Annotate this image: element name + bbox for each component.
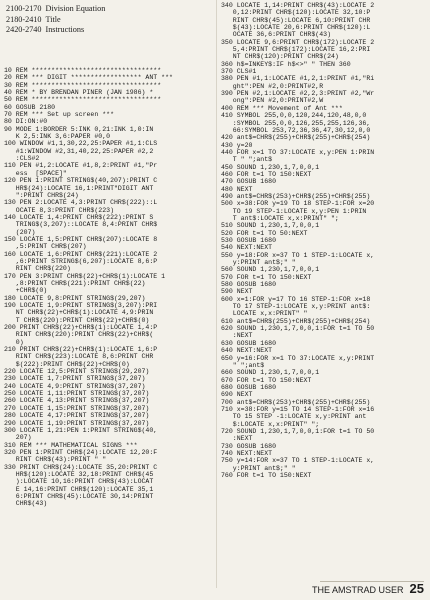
code-line: LOCATE x,x:PRINT" " — [221, 310, 308, 318]
code-line: 390 PEN #2,1:LOCATE #2,2,3:PRINT #2,"Wr — [221, 90, 375, 98]
code-line: 410 SYMBOL 255,0,0,120,244,120,48,0,0 — [221, 112, 367, 120]
code-line: 30 REM ********************************* — [4, 81, 162, 89]
code-line: 240 LOCATE 4,9:PRINT STRING$(37,207) — [4, 382, 146, 390]
code-line: ,8:PRINT CHR$(221):PRINT CHR$(22) — [4, 279, 146, 287]
code-line: 270 LOCATE 1,15:PRINT STRING$(37,207) — [4, 404, 150, 412]
code-line: 750 y=14:FOR x=37 TO 1 STEP-1:LOCATE x, — [221, 457, 375, 465]
code-line: E 14,16:PRINT CHR$(120):LOCATE 35,1 — [4, 485, 154, 493]
code-line: 480 NEXT — [221, 185, 253, 193]
code-line: 400 REM *** Movement of Ant *** — [221, 104, 343, 112]
code-line: 690 NEXT — [221, 391, 253, 399]
code-line: 540 NEXT:NEXT — [221, 244, 273, 252]
code-line: RINT CHR$(45):LOCATE 6,10:PRINT CHR — [221, 16, 371, 24]
code-line: CHR$(43) — [4, 500, 48, 508]
code-line: 207) — [4, 434, 32, 442]
index-row — [6, 15, 109, 26]
code-line: T ant$:LOCATE x,x:PRINT" "; — [221, 214, 339, 222]
code-line: :CLS#2 — [4, 155, 40, 163]
code-line: 580 GOSUB 1680 — [221, 281, 277, 289]
code-line: 40 REM * BY BRENDAN PINER (JAN 1986) * — [4, 89, 154, 97]
code-line: 710 x=38:FOR y=15 TO 14 STEP-1:FOR x=16 — [221, 405, 375, 413]
code-line: 340 LOCATE 1,14:PRINT CHR$(43):LOCATE 2 — [221, 2, 375, 9]
code-line: y:PRINT ant$;" " — [221, 259, 296, 267]
code-line: 200 PRINT CHR$(22)+CHR$(1):LOCATE 1,4:P — [4, 324, 158, 332]
code-line: 100 WINDOW #1,1,30,22,25:PAPER #1,1:CLS — [4, 140, 158, 148]
code-line: 460 FOR t=1 TO 150:NEXT — [221, 170, 312, 178]
code-line: 360 h$=INKEY$:IF h$<>" " THEN 360 — [221, 60, 351, 68]
code-line: 380 PEN #1,1:LOCATE #1,2,1:PRINT #1,"Ri — [221, 75, 375, 83]
code-line: 10 REM ********************************* — [4, 67, 162, 74]
code-line: $(43):LOCATE 20,6:PRINT CHR$(120):L — [221, 24, 371, 32]
code-line: TO 19 STEP-1:LOCATE x,y:PEN 1:PRIN — [221, 207, 367, 215]
code-line: #1:WINDOW #2,31,40,22,25:PAPER #2,2 — [4, 147, 154, 155]
code-line: 640 NEXT:NEXT — [221, 347, 273, 355]
code-line: ):LOCATE 10,16:PRINT CHR$(43):LOCAT — [4, 478, 154, 486]
code-line: 560 SOUND 1,230,1,7,0,0,1 — [221, 266, 320, 274]
code-line: 670 FOR t=1 TO 150:NEXT — [221, 376, 312, 384]
code-line: (207) — [4, 228, 36, 236]
code-line: 130 PEN 2:LOCATE 4,3:PRINT CHR$(222)::L — [4, 199, 158, 207]
code-line: " ";ant$ — [221, 361, 265, 369]
code-line: 320 PEN 1:PRINT CHR$(24):LOCATE 12,20:F — [4, 448, 158, 456]
code-line: :SYMBOL 255,0,0,126,255,255,126,36, — [221, 119, 371, 127]
index-title: Instructions — [45, 25, 85, 34]
code-line: 510 SOUND 1,230,1,7,0,0,1 — [221, 222, 320, 230]
code-line: 720 SOUND 1,230,1,7,0,0,1:FOR t=1 TO 50 — [221, 427, 375, 435]
code-line: 140 LOCATE 1,4:PRINT CHR$(222):PRINT S — [4, 213, 154, 221]
code-line: 210 PRINT CHR$(22)+CHR$(1):LOCATE 1,6:P — [4, 346, 158, 354]
index-range: 2100-2170 — [6, 4, 42, 13]
page-footer — [312, 581, 424, 596]
code-line: 170 PEN 3:PRINT CHR$(22)+CHR$(1):LOCATE 1 — [4, 272, 166, 280]
code-line: T CHR$(220):PRINT CHR$(22)+CHR$(0) — [4, 316, 150, 324]
column-divider — [216, 0, 217, 588]
code-line: ":PRINT CHR$(24) — [4, 191, 79, 199]
code-line: ess [SPACE]" — [4, 169, 67, 177]
code-line: T " ";ant$ — [221, 156, 273, 164]
code-line: 120 PEN 1:PRINT STRING$(40,207):PRINT C — [4, 177, 158, 185]
code-line: 500 x=38:FOR y=19 TO 18 STEP-1:FOR x=20 — [221, 200, 375, 208]
code-line: 250 LOCATE 1,11:PRINT STRING$(37,207) — [4, 390, 150, 398]
code-line: 350 LOCATE 9,6:PRINT CHR$(172):LOCATE 2 — [221, 38, 375, 46]
code-line: 420 ant$=CHR$(255)+CHR$(255)+CHR$(254) — [221, 134, 371, 142]
code-line: 650 y=16:FOR x=1 TO 37:LOCATE x,y:PRINT — [221, 354, 375, 362]
section-index-table — [6, 4, 109, 36]
code-line: RINT CHR$(220) — [4, 265, 71, 273]
code-line: 730 GOSUB 1680 — [221, 442, 277, 450]
code-line: TRING$(3,207)::LOCATE 8,4:PRINT CHR$ — [4, 221, 158, 229]
code-line: RINT CHR$(220):PRINT CHR$(22)+CHR$( — [4, 331, 154, 339]
code-line: 260 LOCATE 4,13:PRINT STRING$(37,207) — [4, 397, 150, 405]
page-number: 25 — [409, 581, 424, 596]
code-line: 470 GOSUB 1680 — [221, 178, 277, 186]
code-line: 300 LOCATE 1,21:PEN 1:PRINT STRING$(40, — [4, 426, 158, 434]
publication-name: THE AMSTRAD USER — [312, 585, 404, 595]
code-line: 760 FOR t=1 TO 150:NEXT — [221, 472, 312, 479]
code-line: 660 SOUND 1,230,1,7,0,0,1 — [221, 369, 320, 377]
code-line: 290 LOCATE 1,19:PRINT STRING$(37,207) — [4, 419, 150, 427]
code-line: 490 ant$=CHR$(253)+CHR$(255)+CHR$(255) — [221, 192, 371, 200]
code-line: ,5:PRINT CHR$(207) — [4, 243, 87, 251]
code-line: 520 FOR t=1 TO 50:NEXT — [221, 229, 308, 237]
code-line: K 2,5:INK 3,6:PAPER #0,0 — [4, 133, 111, 141]
code-line: HR$(24):LOCATE 16,1:PRINT"DIGIT ANT — [4, 184, 154, 192]
code-listing-left — [4, 67, 212, 587]
code-line: 50 REM ********************************* — [4, 96, 162, 104]
code-line: 110 PEN #1,2:LOCATE #1,8,2:PRINT #1,"Pr — [4, 162, 158, 170]
code-line: 190 LOCATE 1,9:PRINT STRING$(3,207):PRI — [4, 302, 158, 309]
code-line: 280 LOCATE 4,17:PRINT STRING$(37,207) — [4, 412, 150, 420]
index-range: 2420-2740 — [6, 25, 42, 34]
code-line: 620 SOUND 1,230,1,7,0,0,1:FOR t=1 TO 50 — [221, 325, 375, 333]
code-line: 66:SYMBOL 253,72,36,36,47,30,12,0,0 — [221, 126, 371, 134]
index-range: 2180-2410 — [6, 14, 42, 24]
index-row — [6, 25, 109, 36]
code-line: +CHR$(0) — [4, 287, 48, 295]
code-line: ,6:PRINT STRING$(6,207):LOCATE 8,6:P — [4, 257, 158, 265]
code-line: $(222):PRINT CHR$(22)+CHR$(0) — [4, 360, 130, 368]
code-line: 530 GOSUB 1680 — [221, 237, 277, 244]
code-line: 570 FOR t=1 TO 150:NEXT — [221, 273, 312, 281]
code-line: 80 DI:ON:#0 — [4, 118, 48, 126]
code-line: 740 NEXT:NEXT — [221, 449, 273, 457]
index-title: Division Equation — [45, 4, 106, 13]
code-line: :NEXT — [221, 332, 253, 340]
code-line: 610 ant$=CHR$(255)+CHR$(255)+CHR$(254) — [221, 317, 371, 325]
code-line: 600 x=1:FOR y=17 TO 16 STEP-1:FOR x=18 — [221, 295, 371, 303]
code-line: OCATE 8,3:PRINT CHR$(223) — [4, 206, 115, 214]
index-title: Title — [45, 14, 61, 24]
code-line: 0,12:PRINT CHR$(120):LOCATE 32,10:P — [221, 9, 371, 17]
code-line: OCATE 36,6:PRINT CHR$(43) — [221, 31, 332, 39]
index-row — [6, 4, 109, 15]
code-line: 220 LOCATE 12,5:PRINT STRING$(29,207) — [4, 368, 150, 376]
code-line: TO 15 STEP -1:LOCATE x,y:PRINT ant — [221, 413, 367, 421]
code-line: TO 17 STEP-1:LOCATE x,y:PRINT ant$: — [221, 303, 371, 311]
code-line: 70 REM *** Set up screen *** — [4, 111, 115, 119]
code-line: $:LOCATE x,x:PRINT" "; — [221, 420, 320, 428]
code-line: 370 CLS#1 — [221, 68, 257, 76]
code-line: 20 REM *** DIGIT ****************** ANT *** — [4, 74, 173, 82]
code-line: 700 ant$=CHR$(253)+CHR$(255)+CHR$(255) — [221, 398, 371, 406]
code-line: y:PRINT ant$;" " — [221, 464, 296, 472]
code-line: 310 REM *** MATHEMATICAL SIGNS *** — [4, 441, 138, 449]
code-line: 90 MODE 1:BORDER 5:INK 0,21:INK 1,0:IN — [4, 125, 154, 133]
code-line: 680 GOSUB 1680 — [221, 383, 277, 391]
code-line: 6:PRINT CHR$(45):LOCATE 30,14:PRINT — [4, 492, 154, 500]
code-line: HR$(120):LOCATE 32,18:PRINT CHR$(45 — [4, 470, 154, 478]
code-line: 150 LOCATE 1,5:PRINT CHR$(207):LOCATE 8 — [4, 235, 158, 243]
code-line: 5,4:PRINT CHR$(172):LOCATE 16,2:PRI — [221, 46, 371, 54]
code-line: 160 LOCATE 1,6:PRINT CHR$(221):LOCATE 2 — [4, 250, 158, 258]
code-line: NT CHR$(22)+CHR$(1):LOCATE 4,9:PRIN — [4, 309, 154, 317]
code-line: 330 PRINT CHR$(24):LOCATE 35,20:PRINT C — [4, 463, 158, 471]
section-index — [6, 4, 146, 50]
code-line: 630 GOSUB 1680 — [221, 339, 277, 347]
code-line: 590 NEXT — [221, 288, 253, 296]
code-line: 450 SOUND 1,230,1,7,0,0,1 — [221, 163, 320, 171]
code-line: 0) — [4, 338, 24, 346]
code-listing-right — [221, 2, 426, 584]
code-line: 60 GOSUB 2180 — [4, 103, 56, 111]
code-line: ong":PEN #2,0:PRINT#2,W — [221, 97, 324, 105]
code-line: NT CHR$(120):PRINT CHR$(24) — [221, 53, 339, 61]
code-line: 550 y=18:FOR x=37 TO 1 STEP-1:LOCATE x, — [221, 251, 375, 259]
code-line: 230 LOCATE 1,7:PRINT STRING$(37,207) — [4, 375, 146, 383]
code-line: 430 y=20 — [221, 141, 253, 149]
code-line: 180 LOCATE 9,8:PRINT STRING$(29,207) — [4, 294, 146, 302]
code-line: RINT CHR$(43):PRINT " " — [4, 456, 107, 464]
code-line: 440 FOR x=1 TO 37:LOCATE x,y:PEN 1:PRIN — [221, 148, 375, 156]
code-line: ght":PEN #2,0:PRINT#2,R — [221, 82, 324, 90]
code-line: RINT CHR$(223):LOCATE 8,6:PRINT CHR — [4, 353, 154, 361]
code-line: :NEXT — [221, 435, 253, 443]
